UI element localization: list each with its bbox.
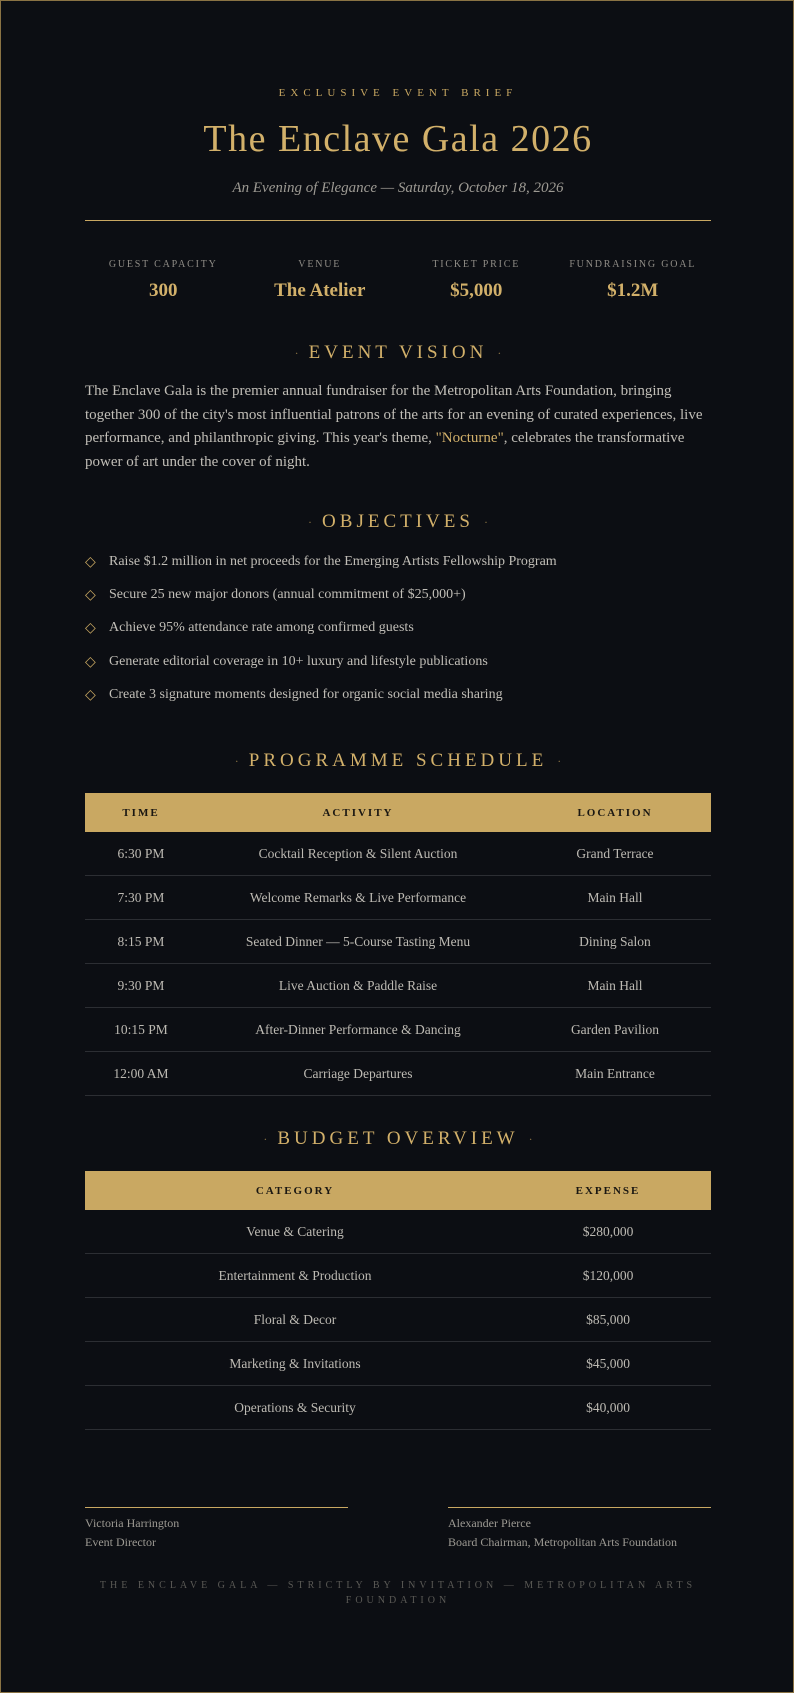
signatory-role: Event Director [85, 1535, 156, 1549]
vision-text-end: , celebrates the transformative power of art under the cover of night. [85, 430, 685, 470]
budget-expense: $45,000 [505, 1342, 711, 1386]
budget-expense: $120,000 [505, 1254, 711, 1298]
stat-value: $5,000 [450, 280, 503, 301]
column-header-category: CATEGORY [255, 1184, 335, 1197]
schedule-time: 6:30 PM [85, 832, 197, 876]
objective-item [85, 620, 711, 653]
diamond-bullet-icon: ◇ [85, 555, 96, 570]
budget-category: Floral & Decor [85, 1298, 505, 1342]
stat-venue [242, 259, 399, 302]
objective-text: Generate editorial coverage in 10+ luxury and lifestyle publications [109, 653, 488, 669]
signatory-name: Victoria Harrington [85, 1516, 180, 1530]
vision-heading [85, 342, 711, 364]
objective-text: Raise $1.2 million in net proceeds for the Emerging Artists Fellowship Program [109, 554, 557, 569]
budget-header-row [85, 1171, 711, 1210]
table-row [85, 1008, 711, 1052]
signature-board-chairman [448, 1507, 711, 1550]
schedule-location: Main Entrance [519, 1052, 711, 1096]
table-row [85, 876, 711, 920]
stat-label: VENUE [298, 259, 342, 270]
table-row [85, 1052, 711, 1096]
schedule-activity: Live Auction & Paddle Raise [197, 964, 519, 1008]
table-row [85, 1342, 711, 1386]
schedule-header-row [85, 793, 711, 832]
theme-highlight: "Nocturne" [435, 430, 504, 446]
schedule-activity: Welcome Remarks & Live Performance [197, 876, 519, 920]
vision-paragraph [85, 380, 711, 474]
diamond-bullet-icon: ◇ [85, 621, 96, 637]
schedule-heading [85, 750, 711, 772]
budget-expense: $280,000 [505, 1210, 711, 1254]
stat-value: 300 [149, 280, 178, 301]
objective-item [85, 687, 711, 720]
budget-category: Venue & Catering [85, 1210, 505, 1254]
ornament-dot: · [294, 346, 299, 361]
ornament-dot: · [557, 754, 562, 769]
stat-value: The Atelier [274, 280, 366, 301]
schedule-location: Main Hall [519, 876, 711, 920]
signature-line [85, 1507, 348, 1508]
column-header-location: LOCATION [577, 806, 653, 819]
ornament-dot: · [263, 1132, 268, 1147]
schedule-time: 10:15 PM [85, 1008, 197, 1052]
signatory-role: Board Chairman, Metropolitan Arts Foundation [448, 1535, 677, 1549]
stat-label: TICKET PRICE [432, 259, 521, 270]
objective-item [85, 654, 711, 687]
table-row [85, 964, 711, 1008]
schedule-location: Grand Terrace [519, 832, 711, 876]
table-row [85, 832, 711, 876]
budget-category: Entertainment & Production [85, 1254, 505, 1298]
objective-text: Achieve 95% attendance rate among confirmed guests [109, 620, 414, 636]
column-header-time: TIME [122, 806, 160, 819]
schedule-location: Garden Pavilion [519, 1008, 711, 1052]
objective-text: Secure 25 new major donors (annual commitment of $25,000+) [109, 587, 466, 603]
budget-table [85, 1171, 711, 1430]
schedule-time: 12:00 AM [85, 1052, 197, 1096]
diamond-bullet-icon: ◇ [85, 687, 96, 703]
budget-expense: $40,000 [505, 1386, 711, 1430]
objective-text: Create 3 signature moments designed for organic social media sharing [109, 686, 503, 702]
budget-category: Operations & Security [85, 1386, 505, 1430]
signature-line [448, 1507, 711, 1508]
page-subtitle: An Evening of Elegance — Saturday, October 18, 2026 [232, 180, 564, 196]
schedule-activity: Seated Dinner — 5-Course Tasting Menu [197, 920, 519, 964]
objective-item [85, 587, 711, 620]
schedule-time: 7:30 PM [85, 876, 197, 920]
schedule-activity: After-Dinner Performance & Dancing [197, 1008, 519, 1052]
ornament-dot: · [308, 515, 313, 530]
eyebrow-label: EXCLUSIVE EVENT BRIEF [278, 87, 518, 99]
stat-guest-capacity [85, 259, 242, 302]
ornament-dot: · [234, 754, 239, 769]
objectives-heading-text: OBJECTIVES [322, 511, 474, 532]
stat-ticket-price [398, 259, 555, 302]
objective-item [85, 554, 711, 587]
signature-event-director [85, 1507, 348, 1550]
ornament-dot: · [528, 1132, 533, 1147]
signatory-name: Alexander Pierce [448, 1516, 531, 1530]
header-divider [85, 220, 711, 221]
diamond-bullet-icon: ◇ [85, 654, 96, 670]
table-row [85, 920, 711, 964]
budget-heading [85, 1128, 711, 1150]
stat-label: FUNDRAISING GOAL [569, 259, 697, 270]
schedule-table [85, 793, 711, 1096]
stat-value: $1.2M [607, 280, 659, 301]
table-row [85, 1254, 711, 1298]
budget-category: Marketing & Invitations [85, 1342, 505, 1386]
schedule-time: 8:15 PM [85, 920, 197, 964]
objectives-heading [85, 511, 711, 533]
table-row [85, 1298, 711, 1342]
vision-text-start: The Enclave Gala is the premier annual fundraiser for the Metropolitan Arts Foundation, bringing together 300 of the city's most influential patrons of the arts for an evening of curated experiences, live performance, and philanthropic giving. This year's theme, [85, 383, 703, 446]
column-header-activity: ACTIVITY [322, 806, 394, 819]
ornament-dot: · [497, 346, 502, 361]
vision-heading-text: EVENT VISION [308, 342, 488, 363]
table-row [85, 1210, 711, 1254]
schedule-location: Dining Salon [519, 920, 711, 964]
schedule-time: 9:30 PM [85, 964, 197, 1008]
ornament-dot: · [483, 515, 488, 530]
budget-expense: $85,000 [505, 1298, 711, 1342]
objectives-list [85, 554, 711, 720]
stat-label: GUEST CAPACITY [108, 259, 218, 270]
page-title: The Enclave Gala 2026 [203, 118, 593, 160]
schedule-activity: Cocktail Reception & Silent Auction [197, 832, 519, 876]
page-footer: THE ENCLAVE GALA — STRICTLY BY INVITATION — METROPOLITAN ARTS FOUNDATION [99, 1580, 697, 1606]
table-row [85, 1386, 711, 1430]
stat-fundraising-goal [555, 259, 712, 302]
key-stats [85, 259, 711, 302]
column-header-expense: EXPENSE [575, 1184, 641, 1197]
schedule-location: Main Hall [519, 964, 711, 1008]
schedule-activity: Carriage Departures [197, 1052, 519, 1096]
diamond-bullet-icon: ◇ [85, 588, 96, 604]
schedule-heading-text: PROGRAMME SCHEDULE [248, 750, 548, 771]
budget-heading-text: BUDGET OVERVIEW [277, 1128, 519, 1149]
